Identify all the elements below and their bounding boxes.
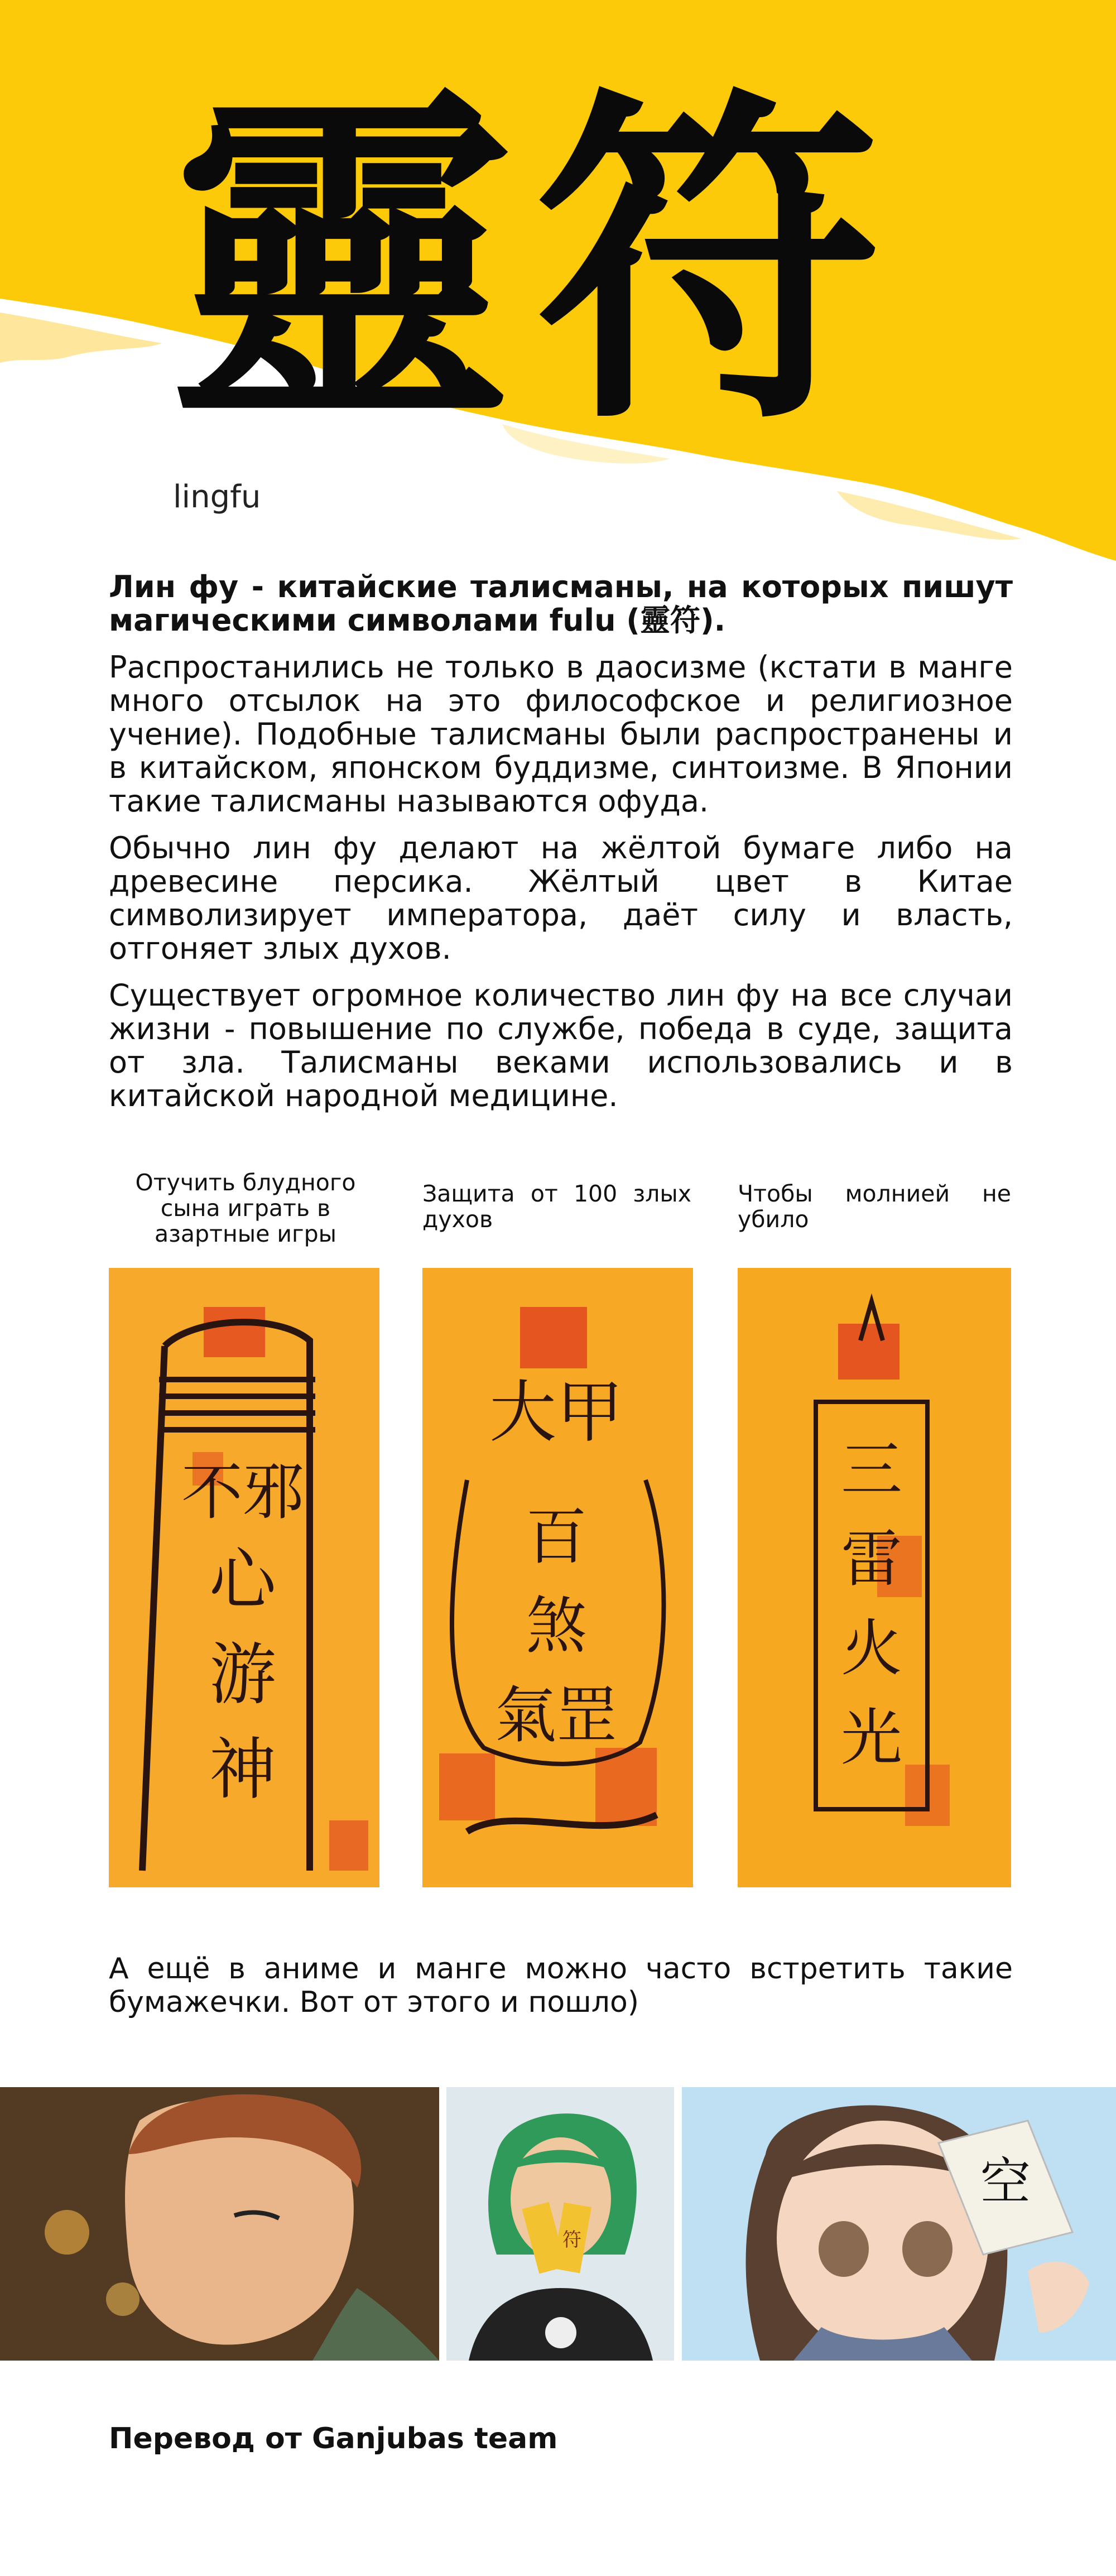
charm-text-green: 符 <box>562 2229 581 2251</box>
intro-paragraph-3: Существует огромное количество лин фу на все случаи жизни - повышение по службе, победа в суде, защита от зла. Талисманы веками использовались и в китайской народной медицине. <box>109 978 1013 1113</box>
talisman-caption-3: Чтобы молнией не убило <box>738 1180 1011 1233</box>
hero-banner <box>0 0 1116 580</box>
anime-panel-green-hair <box>446 2087 674 2361</box>
anime-panel-girl <box>682 2087 1116 2361</box>
talisman-image-3 <box>738 1268 1011 1887</box>
svg-text:光: 光 <box>841 1702 902 1774</box>
svg-text:心: 心 <box>209 1541 276 1619</box>
intro-paragraph-2: Обычно лин фу делают на жёлтой бумаге либо на древесине персика. Жёлтый цвет в Китае символизирует императора, даёт силу и власть, отгоняет злых духов. <box>109 830 1013 966</box>
anime-panel-boy <box>0 2087 439 2361</box>
svg-text:神: 神 <box>209 1731 276 1809</box>
svg-text:百: 百 <box>526 1501 587 1573</box>
intro-lead: Лин фу - китайские талисманы, на которых пишут магическими символами fulu (靈符). <box>109 569 1013 638</box>
talisman-caption-1: Отучить блудного сына играть в азартные игры <box>135 1169 356 1247</box>
svg-text:大甲: 大甲 <box>489 1374 623 1452</box>
talisman-image-1 <box>109 1268 379 1887</box>
title-romanization: lingfu <box>173 479 261 515</box>
charm-text-girl: 空 <box>980 2152 1031 2211</box>
svg-text:三: 三 <box>841 1434 902 1506</box>
talisman-image-2 <box>422 1268 693 1887</box>
svg-text:火: 火 <box>841 1613 902 1684</box>
svg-text:氣罡: 氣罡 <box>495 1680 618 1751</box>
talisman-caption-2: Защита от 100 злых духов <box>422 1180 691 1233</box>
svg-text:雷: 雷 <box>841 1524 902 1595</box>
intro-text <box>109 570 1013 1126</box>
svg-text:不邪: 不邪 <box>181 1457 304 1528</box>
svg-text:煞: 煞 <box>526 1590 587 1662</box>
svg-text:游: 游 <box>209 1636 276 1714</box>
anime-panels <box>0 2087 1116 2361</box>
title-hanzi: 靈符 <box>167 59 904 465</box>
intro-paragraph-1: Распростанились не только в даосизме (кстати в манге много отсылок на это философское и религиозное учение). Подобные талисманы были распространены и в китайском, японском буддизме, синтоизме. В Японии такие талисманы называются офуда. <box>109 650 1013 819</box>
translation-credit: Перевод от Ganjubas team <box>109 2422 558 2455</box>
anime-note: А ещё в аниме и манге можно часто встретить такие бумажечки. Вот от этого и пошло) <box>109 1952 1013 2019</box>
